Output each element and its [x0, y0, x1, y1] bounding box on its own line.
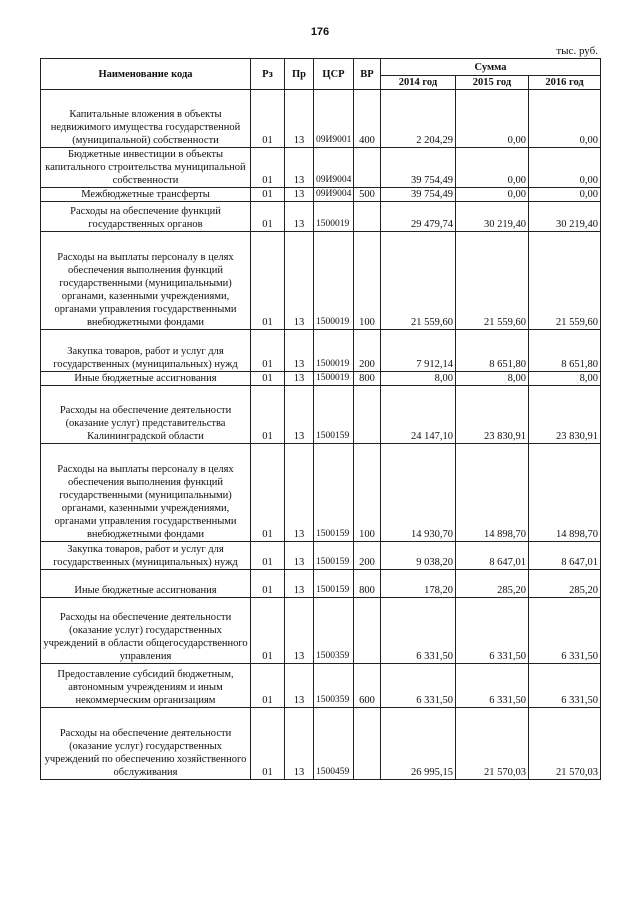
- row-rz: 01: [251, 202, 285, 232]
- row-csr: 1500159: [314, 386, 354, 444]
- row-pr: 13: [285, 598, 314, 664]
- row-name: Расходы на обеспечение функций государственных органов: [41, 202, 251, 232]
- row-vr: 500: [354, 188, 381, 202]
- row-value-2016: 0,00: [529, 148, 601, 188]
- row-value-2015: 8 651,80: [456, 330, 529, 372]
- row-rz: 01: [251, 708, 285, 780]
- row-pr: 13: [285, 708, 314, 780]
- row-csr: 1500019: [314, 372, 354, 386]
- row-name: Расходы на выплаты персоналу в целях обеспечения выполнения функций государственными (муниципальными) органами, казенными учреждениями, органами управления государственными внебюджетными фондами: [41, 232, 251, 330]
- row-name: Предоставление субсидий бюджетным, автономным учреждениям и иным некоммерческим организациям: [41, 664, 251, 708]
- row-value-2015: 6 331,50: [456, 598, 529, 664]
- row-value-2014: 21 559,60: [381, 232, 456, 330]
- row-value-2016: 21 559,60: [529, 232, 601, 330]
- row-value-2015: 0,00: [456, 90, 529, 148]
- row-rz: 01: [251, 372, 285, 386]
- row-vr: 400: [354, 90, 381, 148]
- header-rz: Рз: [251, 59, 285, 90]
- row-value-2015: 8 647,01: [456, 542, 529, 570]
- row-pr: 13: [285, 202, 314, 232]
- row-value-2016: 0,00: [529, 90, 601, 148]
- row-vr: [354, 708, 381, 780]
- row-value-2015: 0,00: [456, 148, 529, 188]
- row-vr: 600: [354, 664, 381, 708]
- row-pr: 13: [285, 232, 314, 330]
- table-row: [41, 570, 601, 598]
- row-value-2016: 14 898,70: [529, 444, 601, 542]
- row-value-2016: 8 647,01: [529, 542, 601, 570]
- row-value-2016: 6 331,50: [529, 598, 601, 664]
- row-csr: 1500159: [314, 444, 354, 542]
- row-rz: 01: [251, 570, 285, 598]
- row-value-2015: 285,20: [456, 570, 529, 598]
- row-value-2014: 26 995,15: [381, 708, 456, 780]
- row-pr: 13: [285, 148, 314, 188]
- header-pr: Пр: [285, 59, 314, 90]
- table-row: [41, 542, 601, 570]
- row-vr: 200: [354, 542, 381, 570]
- row-value-2015: 30 219,40: [456, 202, 529, 232]
- row-pr: 13: [285, 330, 314, 372]
- table-row: [41, 372, 601, 386]
- row-csr: 1500359: [314, 598, 354, 664]
- row-name: Расходы на обеспечение деятельности (оказание услуг) государственных учреждений по обеспечению хозяйственного обслуживания: [41, 708, 251, 780]
- row-name: Закупка товаров, работ и услуг для государственных (муниципальных) нужд: [41, 330, 251, 372]
- row-pr: 13: [285, 664, 314, 708]
- row-rz: 01: [251, 330, 285, 372]
- row-value-2015: 23 830,91: [456, 386, 529, 444]
- row-csr: 1500159: [314, 570, 354, 598]
- row-csr: 1500019: [314, 330, 354, 372]
- row-value-2015: 8,00: [456, 372, 529, 386]
- row-vr: 800: [354, 570, 381, 598]
- page-number: 176: [310, 26, 330, 38]
- row-rz: 01: [251, 148, 285, 188]
- table-row: [41, 202, 601, 232]
- row-vr: [354, 148, 381, 188]
- table-body: [41, 90, 601, 780]
- row-rz: 01: [251, 542, 285, 570]
- header-2014: 2014 год: [381, 76, 456, 90]
- row-value-2014: 7 912,14: [381, 330, 456, 372]
- row-value-2014: 39 754,49: [381, 188, 456, 202]
- row-value-2015: 6 331,50: [456, 664, 529, 708]
- row-name: Межбюджетные трансферты: [41, 188, 251, 202]
- row-name: Расходы на обеспечение деятельности (оказание услуг) представительства Калининградской области: [41, 386, 251, 444]
- row-rz: 01: [251, 188, 285, 202]
- row-value-2014: 29 479,74: [381, 202, 456, 232]
- row-value-2016: 30 219,40: [529, 202, 601, 232]
- header-2016: 2016 год: [529, 76, 601, 90]
- row-vr: [354, 598, 381, 664]
- row-pr: 13: [285, 444, 314, 542]
- row-name: Иные бюджетные ассигнования: [41, 372, 251, 386]
- table-row: [41, 708, 601, 780]
- table-row: [41, 188, 601, 202]
- table-row: [41, 386, 601, 444]
- row-value-2014: 2 204,29: [381, 90, 456, 148]
- row-vr: [354, 202, 381, 232]
- row-rz: 01: [251, 598, 285, 664]
- row-value-2014: 9 038,20: [381, 542, 456, 570]
- row-rz: 01: [251, 444, 285, 542]
- row-name: Бюджетные инвестиции в объекты капитального строительства муниципальной собственности: [41, 148, 251, 188]
- row-csr: 1500159: [314, 542, 354, 570]
- row-rz: 01: [251, 386, 285, 444]
- units-label: тыс. руб.: [556, 45, 598, 57]
- budget-table: [40, 58, 601, 780]
- row-pr: 13: [285, 372, 314, 386]
- row-name: Капитальные вложения в объекты недвижимого имущества государственной (муниципальной) собственности: [41, 90, 251, 148]
- row-name: Расходы на обеспечение деятельности (оказание услуг) государственных учреждений в области общегосударственного управления: [41, 598, 251, 664]
- row-pr: 13: [285, 386, 314, 444]
- row-value-2014: 24 147,10: [381, 386, 456, 444]
- row-csr: 1500019: [314, 202, 354, 232]
- row-value-2014: 14 930,70: [381, 444, 456, 542]
- row-value-2016: 0,00: [529, 188, 601, 202]
- row-value-2016: 21 570,03: [529, 708, 601, 780]
- row-vr: 200: [354, 330, 381, 372]
- header-2015: 2015 год: [456, 76, 529, 90]
- table-row: [41, 148, 601, 188]
- header-name: Наименование кода: [41, 59, 251, 90]
- table-row: [41, 232, 601, 330]
- table-header: [41, 59, 601, 90]
- table-row: [41, 90, 601, 148]
- row-csr: 1500359: [314, 664, 354, 708]
- row-value-2014: 6 331,50: [381, 598, 456, 664]
- row-pr: 13: [285, 570, 314, 598]
- row-csr: 1500459: [314, 708, 354, 780]
- table-row: [41, 598, 601, 664]
- row-csr: 09И9004: [314, 188, 354, 202]
- row-name: Иные бюджетные ассигнования: [41, 570, 251, 598]
- row-value-2016: 23 830,91: [529, 386, 601, 444]
- row-value-2016: 6 331,50: [529, 664, 601, 708]
- header-vr: ВР: [354, 59, 381, 90]
- row-vr: 100: [354, 232, 381, 330]
- row-value-2015: 14 898,70: [456, 444, 529, 542]
- row-pr: 13: [285, 542, 314, 570]
- row-csr: 09И9004: [314, 148, 354, 188]
- header-csr: ЦСР: [314, 59, 354, 90]
- row-value-2016: 8 651,80: [529, 330, 601, 372]
- row-value-2015: 21 570,03: [456, 708, 529, 780]
- row-vr: 800: [354, 372, 381, 386]
- row-value-2014: 39 754,49: [381, 148, 456, 188]
- table-row: [41, 444, 601, 542]
- row-value-2015: 21 559,60: [456, 232, 529, 330]
- row-value-2015: 0,00: [456, 188, 529, 202]
- table-row: [41, 330, 601, 372]
- row-rz: 01: [251, 664, 285, 708]
- header-sum: Сумма: [381, 59, 601, 76]
- row-value-2016: 285,20: [529, 570, 601, 598]
- row-pr: 13: [285, 90, 314, 148]
- row-vr: [354, 386, 381, 444]
- row-csr: 1500019: [314, 232, 354, 330]
- row-pr: 13: [285, 188, 314, 202]
- row-rz: 01: [251, 232, 285, 330]
- row-rz: 01: [251, 90, 285, 148]
- row-name: Расходы на выплаты персоналу в целях обеспечения выполнения функций государственными (муниципальными) органами, казенными учреждениями, органами управления государственными внебюджетными фондами: [41, 444, 251, 542]
- row-vr: 100: [354, 444, 381, 542]
- row-value-2014: 6 331,50: [381, 664, 456, 708]
- table-row: [41, 664, 601, 708]
- row-csr: 09И9001: [314, 90, 354, 148]
- row-value-2016: 8,00: [529, 372, 601, 386]
- row-name: Закупка товаров, работ и услуг для государственных (муниципальных) нужд: [41, 542, 251, 570]
- row-value-2014: 178,20: [381, 570, 456, 598]
- row-value-2014: 8,00: [381, 372, 456, 386]
